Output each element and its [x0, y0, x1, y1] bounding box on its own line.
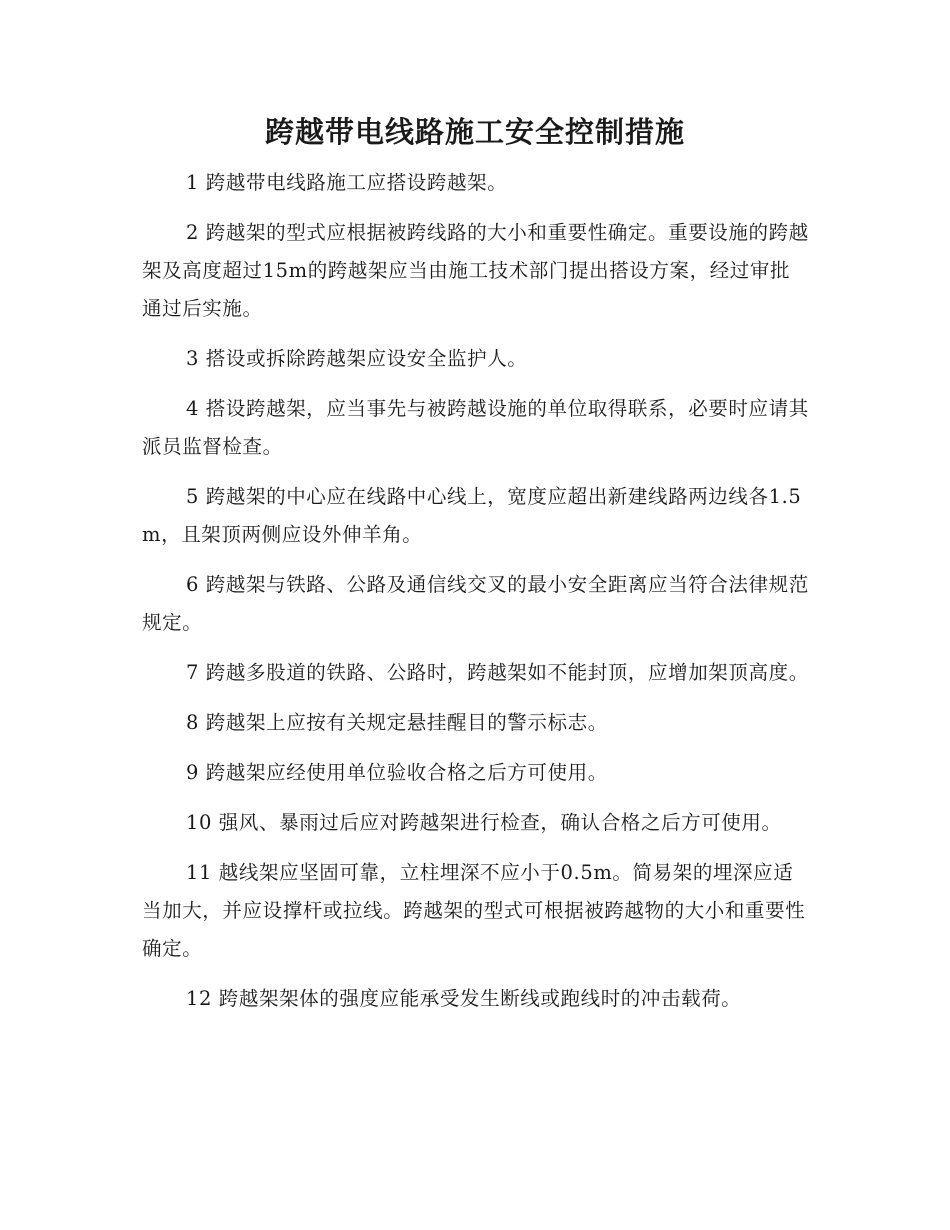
paragraph-9: 9 跨越架应经使用单位验收合格之后方可使用。 [186, 761, 608, 784]
paragraph-1: 1 跨越带电线路施工应搭设跨越架。 [186, 171, 508, 194]
paragraph-5: 5 跨越架的中心应在线路中心线上，宽度应超出新建线路两边线各1.5m，且架顶两侧应设外伸羊角。 [142, 485, 802, 546]
paragraph-7: 7 跨越多股道的铁路、公路时，跨越架如不能封顶，应增加架顶高度。 [186, 661, 809, 684]
paragraph-10: 10 强风、暴雨过后应对跨越架进行检查，确认合格之后方可使用。 [186, 811, 782, 834]
paragraph-8: 8 跨越架上应按有关规定悬挂醒目的警示标志。 [186, 711, 608, 734]
document-body [142, 164, 810, 1030]
paragraph-2: 2 跨越架的型式应根据被跨线路的大小和重要性确定。重要设施的跨越架及高度超过15m的跨越架应当由施工技术部门提出搭设方案，经过审批通过后实施。 [142, 221, 809, 320]
paragraph-12: 12 跨越架架体的强度应能承受发生断线或跑线时的冲击载荷。 [186, 987, 742, 1010]
paragraph-3: 3 搭设或拆除跨越架应设安全监护人。 [186, 347, 528, 370]
document-title: 跨越带电线路施工安全控制措施 [264, 115, 685, 149]
paragraph-6: 6 跨越架与铁路、公路及通信线交叉的最小安全距离应当符合法律规范规定。 [142, 573, 809, 634]
paragraph-4: 4 搭设跨越架，应当事先与被跨越设施的单位取得联系，必要时应请其派员监督检查。 [142, 397, 809, 458]
paragraph-11: 11 越线架应坚固可靠，立柱埋深不应小于0.5m。简易架的埋深应适当加大，并应设撑杆或拉线。跨越架的型式可根据被跨越物的大小和重要性确定。 [142, 861, 806, 960]
